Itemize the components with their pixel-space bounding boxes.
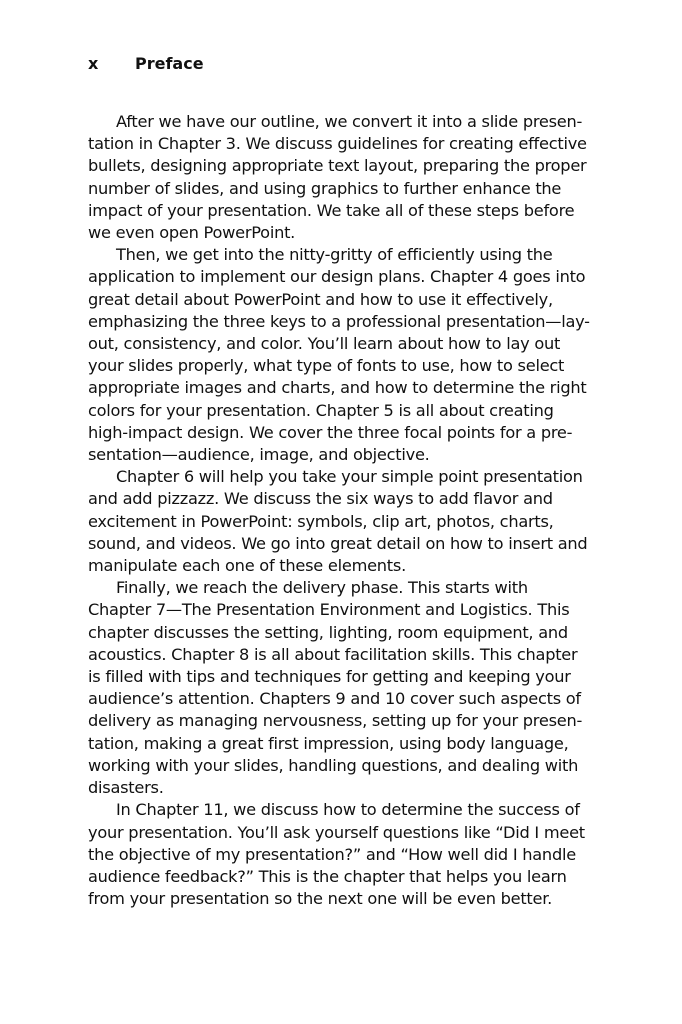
text-line: from your presentation so the next one will be even better. <box>88 889 553 909</box>
paragraph <box>88 577 598 799</box>
paragraph <box>88 799 598 910</box>
text-line: Then, we get into the nitty-gritty of efficiently using the <box>116 245 553 265</box>
text-line: audience’s attention. Chapters 9 and 10 cover such aspects of <box>88 689 581 709</box>
text-line: high-impact design. We cover the three focal points for a pre- <box>88 422 573 442</box>
text-line: great detail about PowerPoint and how to use it effectively, <box>88 289 553 309</box>
text-line: your presentation. You’ll ask yourself questions like “Did I meet <box>88 822 585 842</box>
text-line: emphasizing the three keys to a professional presentation—lay- <box>88 311 590 331</box>
text-line: number of slides, and using graphics to further enhance the <box>88 178 562 198</box>
text-line: and add pizzazz. We discuss the six ways to add flavor and <box>88 489 553 509</box>
preface-body-text <box>88 111 598 910</box>
text-line: disasters. <box>88 778 164 798</box>
text-line: we even open PowerPoint. <box>88 223 296 243</box>
text-line: acoustics. Chapter 8 is all about facilitation skills. This chapter <box>88 644 578 664</box>
text-line: colors for your presentation. Chapter 5 is all about creating <box>88 400 554 420</box>
text-line: Finally, we reach the delivery phase. This starts with <box>116 578 528 598</box>
text-line: tation in Chapter 3. We discuss guidelines for creating effective <box>88 134 587 154</box>
text-line: After we have our outline, we convert it into a slide presen- <box>116 112 583 131</box>
page-number: x <box>88 54 99 73</box>
text-line: tation, making a great first impression, using body language, <box>88 733 569 753</box>
text-line: your slides properly, what type of fonts to use, how to select <box>88 356 565 376</box>
paragraph <box>88 244 598 466</box>
text-line: manipulate each one of these elements. <box>88 556 406 576</box>
running-head <box>88 54 204 74</box>
text-line: audience feedback?” This is the chapter that helps you learn <box>88 866 567 886</box>
running-head-title: Preface <box>135 54 204 73</box>
text-line: the objective of my presentation?” and “How well did I handle <box>88 844 576 864</box>
paragraph <box>88 466 598 577</box>
text-line: delivery as managing nervousness, setting up for your presen- <box>88 711 583 731</box>
text-line: sentation—audience, image, and objective. <box>88 445 430 465</box>
text-line: working with your slides, handling questions, and dealing with <box>88 755 579 775</box>
text-line: bullets, designing appropriate text layout, preparing the proper <box>88 156 587 176</box>
text-line: Chapter 7—The Presentation Environment and Logistics. This <box>88 600 570 620</box>
text-line: out, consistency, and color. You’ll learn about how to lay out <box>88 334 561 354</box>
text-line: application to implement our design plans. Chapter 4 goes into <box>88 267 586 287</box>
text-line: excitement in PowerPoint: symbols, clip art, photos, charts, <box>88 511 554 531</box>
text-line: In Chapter 11, we discuss how to determine the success of <box>116 800 580 820</box>
text-line: chapter discusses the setting, lighting, room equipment, and <box>88 622 568 642</box>
text-line: appropriate images and charts, and how to determine the right <box>88 378 587 398</box>
paragraph <box>88 111 598 244</box>
text-line: impact of your presentation. We take all of these steps before <box>88 200 575 220</box>
text-line: sound, and videos. We go into great detail on how to insert and <box>88 533 588 553</box>
text-line: Chapter 6 will help you take your simple point presentation <box>116 467 583 487</box>
text-line: is filled with tips and techniques for getting and keeping your <box>88 667 571 687</box>
